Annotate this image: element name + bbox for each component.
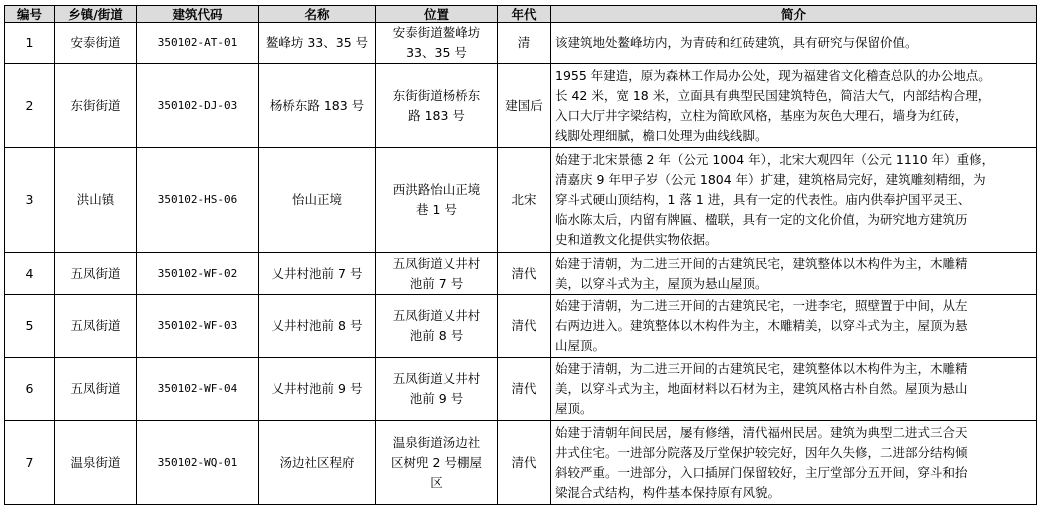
- cell-location: [376, 253, 498, 295]
- description-line: 始建于清朝，为二进三开间的古建筑民宅，建筑整体以木构件为主，木雕精: [555, 361, 968, 376]
- description-line: 线脚处理细腻，檐口处理为曲线线脚。: [555, 127, 768, 143]
- description-line: 斜较严重。一进部分，入口插屏门保留较好，主厅堂部分五开间，穿斗和抬: [555, 464, 968, 480]
- header-description: 简介: [551, 6, 1037, 23]
- cell-description: [551, 253, 1037, 295]
- cell-number: 6: [5, 358, 55, 421]
- location-line: 巷 1 号: [416, 202, 457, 217]
- cell-code: 350102-HS-06: [137, 148, 259, 253]
- description-line: 入口大厅井字梁结构，立柱为简欧风格，基座为灰色大理石，墙身为红砖，: [555, 107, 968, 123]
- description-line: 长 42 米，宽 18 米，立面具有典型民国建筑特色，简洁大气，内部结构合理，: [555, 87, 991, 103]
- header-location: 位置: [376, 6, 498, 23]
- description-line: 清嘉庆 9 年甲子岁（公元 1804 年）扩建，建筑格局完好，建筑雕刻精细，为: [555, 172, 986, 187]
- description-line: 1955 年建造，原为森林工作局办公处，现为福建省文化稽查总队的办公地点。: [555, 67, 991, 83]
- description-line: 美，以穿斗式为主，地面材料以石材为主，建筑风格古朴自然。屋顶为悬山: [555, 381, 968, 396]
- cell-name: 鳌峰坊 33、35 号: [259, 23, 376, 64]
- description-line: 右两边进入。建筑整体以木构件为主，木雕精美，以穿斗式为主，屋顶为悬: [555, 318, 968, 333]
- cell-code: 350102-WF-04: [137, 358, 259, 421]
- location-line: 五凤街道乂井村: [392, 308, 481, 323]
- location-line: 池前 8 号: [409, 328, 464, 343]
- header-era: 年代: [498, 6, 551, 23]
- location-line: 路 183 号: [408, 107, 465, 123]
- table-row: [5, 148, 1037, 253]
- location-line: 池前 7 号: [409, 275, 464, 291]
- description-line: 梁混合式结构，构件基本保持原有风貌。: [555, 484, 781, 500]
- cell-number: 5: [5, 295, 55, 358]
- location-line: 五凤街道乂井村: [392, 371, 481, 386]
- location-line: 东街街道杨桥东: [392, 87, 481, 103]
- description-line: 井式住宅。一进部分院落及厅堂保护较完好，因年久失修，二进部分结构倾: [555, 444, 968, 460]
- table-row: [5, 358, 1037, 421]
- location-line: 区: [430, 474, 443, 490]
- cell-name: 乂井村池前 9 号: [259, 358, 376, 421]
- description-line: 始建于清朝，为二进三开间的古建筑民宅，建筑整体以木构件为主，木雕精: [555, 255, 968, 271]
- description-line: 山屋顶。: [555, 338, 606, 353]
- cell-location: [376, 23, 498, 64]
- location-line: 五凤街道乂井村: [392, 255, 481, 271]
- cell-name: 杨桥东路 183 号: [259, 64, 376, 148]
- header-number: 编号: [5, 6, 55, 23]
- cell-number: 3: [5, 148, 55, 253]
- cell-town: 温泉街道: [55, 421, 137, 505]
- cell-code: 350102-DJ-03: [137, 64, 259, 148]
- location-line: 区树兜 2 号棚屋: [391, 454, 482, 470]
- cell-era: 清代: [498, 421, 551, 505]
- cell-era: 清代: [498, 295, 551, 358]
- table-row: [5, 295, 1037, 358]
- description-line: 穿斗式硬山顶结构，1 落 1 进，具有一定的代表性。庙内供奉护国平灵王、: [555, 192, 971, 207]
- table-row: [5, 64, 1037, 148]
- cell-description: [551, 295, 1037, 358]
- cell-code: 350102-WF-03: [137, 295, 259, 358]
- cell-name: 汤边社区程府: [259, 421, 376, 505]
- table-row: [5, 421, 1037, 505]
- cell-town: 洪山镇: [55, 148, 137, 253]
- cell-era: 清代: [498, 358, 551, 421]
- cell-name: 乂井村池前 8 号: [259, 295, 376, 358]
- description-line: 该建筑地处鳌峰坊内，为青砖和红砖建筑，具有研究与保留价值。: [555, 35, 918, 50]
- description-line: 史和道教文化提供实物依据。: [555, 232, 718, 247]
- header-row: [5, 6, 1037, 23]
- cell-era: 北宋: [498, 148, 551, 253]
- location-line: 西洪路怡山正境: [392, 182, 481, 197]
- location-line: 池前 9 号: [409, 391, 464, 406]
- cell-code: 350102-WF-02: [137, 253, 259, 295]
- cell-code: 350102-AT-01: [137, 23, 259, 64]
- cell-town: 安泰街道: [55, 23, 137, 64]
- location-line: 温泉街道汤边社: [392, 434, 481, 450]
- description-line: 始建于北宋景德 2 年（公元 1004 年），北宋大观四年（公元 1110 年）重修，: [555, 152, 995, 167]
- description-line: 始建于清朝，为二进三开间的古建筑民宅，一进李宅，照壁置于中间，从左: [555, 298, 968, 313]
- cell-number: 2: [5, 64, 55, 148]
- cell-name: 怡山正境: [259, 148, 376, 253]
- table-row: [5, 23, 1037, 64]
- cell-code: 350102-WQ-01: [137, 421, 259, 505]
- cell-location: [376, 295, 498, 358]
- cell-description: [551, 421, 1037, 505]
- cell-era: 清: [498, 23, 551, 64]
- cell-description: [551, 148, 1037, 253]
- description-line: 美，以穿斗式为主，屋顶为悬山屋顶。: [555, 275, 768, 291]
- cell-name: 乂井村池前 7 号: [259, 253, 376, 295]
- cell-number: 7: [5, 421, 55, 505]
- cell-town: 东街街道: [55, 64, 137, 148]
- cell-location: [376, 421, 498, 505]
- cell-town: 五凤街道: [55, 295, 137, 358]
- description-line: 屋顶。: [555, 401, 593, 416]
- location-line: 安泰街道鳌峰坊: [392, 25, 481, 40]
- cell-town: 五凤街道: [55, 358, 137, 421]
- cell-description: [551, 23, 1037, 64]
- cell-location: [376, 64, 498, 148]
- cell-location: [376, 148, 498, 253]
- cell-era: 建国后: [498, 64, 551, 148]
- cell-description: [551, 64, 1037, 148]
- cell-location: [376, 358, 498, 421]
- cell-description: [551, 358, 1037, 421]
- heritage-buildings-table: [4, 5, 1037, 505]
- description-line: 临水陈太后，内留有牌匾、楹联，具有一定的文化价值，为研究地方建筑历: [555, 212, 968, 227]
- cell-town: 五凤街道: [55, 253, 137, 295]
- table-row: [5, 253, 1037, 295]
- header-name: 名称: [259, 6, 376, 23]
- cell-number: 4: [5, 253, 55, 295]
- description-line: 始建于清朝年间民居，屡有修缮，清代福州民居。建筑为典型二进式三合天: [555, 424, 968, 440]
- header-code: 建筑代码: [137, 6, 259, 23]
- header-town: 乡镇/街道: [55, 6, 137, 23]
- cell-number: 1: [5, 23, 55, 64]
- cell-era: 清代: [498, 253, 551, 295]
- location-line: 33、35 号: [406, 45, 467, 60]
